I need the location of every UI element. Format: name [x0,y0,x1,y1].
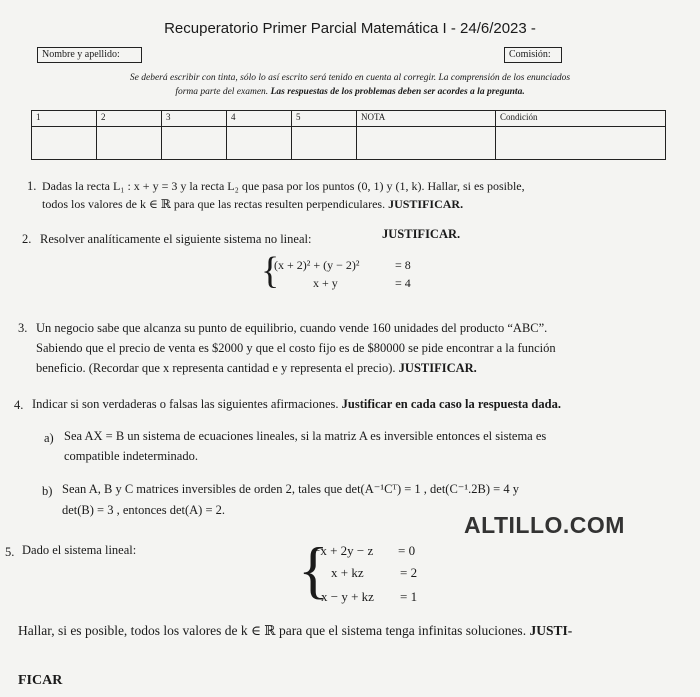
q3-justify: JUSTIFICAR. [398,361,477,375]
q2-eq2-rhs: = 4 [395,276,411,290]
page-title: Recuperatorio Primer Parcial Matemática I - 24/6/2023 - [164,20,536,37]
name-field: Nombre y apellido: [37,47,142,63]
q5-eq1-rhs: = 0 [398,543,416,558]
q5-justify1: JUSTI- [529,623,573,638]
grade-cell [32,127,97,160]
q5-eq2-lhs: x + kz [331,565,364,580]
grade-header-nota: NOTA [357,111,496,127]
grade-cell [227,127,292,160]
q3-number: 3. [18,321,28,335]
q5-number: 5. [5,545,15,559]
q2-eq1-lhs: (x + 2)² + (y − 2)² [274,258,360,272]
q4b-label: b) [42,484,53,498]
q4a-line2: compatible indeterminado. [64,449,198,463]
grade-cell [292,127,357,160]
q4-text [32,395,692,413]
q4b-line1: Sean A, B y C matrices inversibles de orden 2, tales que det(A⁻¹Cᵀ) = 1 , det(C⁻¹.2B) = 4 y [62,482,519,496]
q5-line1 [18,622,694,640]
q2-number: 2. [22,232,32,246]
q2-eq1-rhs: = 8 [395,258,411,272]
commission-field: Comisión: [504,47,562,63]
q5-eq3-rhs: = 1 [400,589,418,604]
grade-cell [496,127,666,160]
q3-line1: Un negocio sabe que alcanza su punto de equilibrio, cuando vende 160 unidades del producto “ABC”. [36,321,548,335]
q5-text: Dado el sistema lineal: [22,543,137,557]
instructions-italic: forma parte del examen. [175,87,269,97]
grade-header-3: 3 [162,111,227,127]
q5-eq1-lhs: −x + 2y − z [313,543,374,558]
grade-cell [97,127,162,160]
q4a-label: a) [44,431,54,445]
q2-justify: JUSTIFICAR. [382,227,461,241]
q3-line2: Sabiendo que el precio de venta es $2000 y que el costo fijo es de $80000 se pide encontrar a la función [36,341,556,355]
q1-justify: JUSTIFICAR. [388,197,464,211]
q5-eq3-lhs: x − y + kz [321,589,374,604]
instructions-line1: Se deberá escribir con tinta, sólo lo así escrito será tenido en cuenta al corregir. La comprensión de los enunciados [129,73,571,83]
grade-header-2: 2 [97,111,162,127]
grade-header-5: 5 [292,111,357,127]
q4-text-main: Indicar si son verdaderas o falsas las siguientes afirmaciones. [32,397,339,411]
q4-justify: Justificar en cada caso la respuesta dada. [341,397,561,411]
watermark-logo: ALTILLO.COM [464,512,625,538]
q5-brace: { [298,534,329,605]
grade-cell [357,127,496,160]
q5-justify2: FICAR [18,673,63,688]
instructions-line2 [30,86,670,99]
q2-text: Resolver analíticamente el siguiente sistema no lineal: [40,232,312,246]
grade-table [31,110,666,160]
grade-header-1: 1 [32,111,97,127]
q4-number: 4. [14,398,24,412]
q2-brace: { [261,250,280,292]
q1-line2-text: todos los valores de k ∈ ℝ para que las rectas resulten perpendiculares. [42,197,386,211]
q3-line3-text: beneficio. (Recordar que x representa cantidad e y representa el precio). [36,361,396,375]
q1-line2 [42,195,682,213]
q4b-line2: det(B) = 3 , entonces det(A) = 2. [62,503,226,517]
grade-header-4: 4 [227,111,292,127]
instructions-bold: Las respuestas de los problemas deben ser acordes a la pregunta. [270,87,525,97]
q1-line1: Dadas la recta L₁ : x + y = 3 y la recta L₂ que pasa por los puntos (0, 1) y (1, k). Hallar, si es posible, [42,179,525,193]
grade-cell [162,127,227,160]
q5-eq2-rhs: = 2 [400,565,418,580]
q1-number: 1. [27,179,37,193]
q2-eq2-lhs: x + y [313,276,338,290]
grade-header-condicion: Condición [496,111,666,127]
q5-line1-text: Hallar, si es posible, todos los valores de k ∈ ℝ para que el sistema tenga infinitas soluciones. [18,623,527,638]
q3-line3 [36,359,686,377]
q4a-line1: Sea AX = B un sistema de ecuaciones lineales, si la matriz A es inversible entonces el sistema es [64,429,547,443]
